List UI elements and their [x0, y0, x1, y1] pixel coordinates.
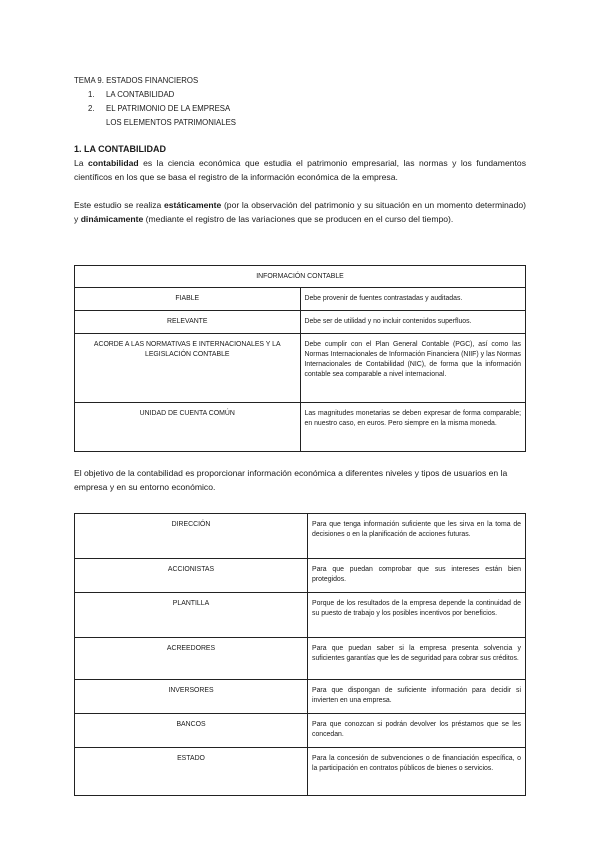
- row-label: UNIDAD DE CUENTA COMÚN: [75, 403, 301, 452]
- row-label: FIABLE: [75, 288, 301, 311]
- table-row: [75, 311, 526, 334]
- row-description: Porque de los resultados de la empresa depende la continuidad de su puesto de trabajo y los posibles incentivos por beneficios.: [308, 593, 526, 638]
- topic-item: 1. LA CONTABILIDAD: [88, 90, 175, 99]
- row-label: DIRECCIÓN: [75, 514, 308, 559]
- table-row: [75, 593, 526, 638]
- accounting-info-table: [74, 265, 526, 452]
- row-label: ACREEDORES: [75, 638, 308, 680]
- paragraph-definition: La contabilidad es la ciencia económica que estudia el patrimonio empresarial, las normas y los fundamentos científicos en los que se basa el registro de la información económica de la empresa.: [74, 158, 526, 182]
- table-row: [75, 559, 526, 593]
- row-description: Para que dispongan de suficiente información para decidir si invierten en una empresa.: [308, 680, 526, 714]
- users-table: [74, 513, 526, 796]
- table-title: INFORMACIÓN CONTABLE: [75, 266, 526, 288]
- row-label: INVERSORES: [75, 680, 308, 714]
- row-label: RELEVANTE: [75, 311, 301, 334]
- row-description: Las magnitudes monetarias se deben expresar de forma comparable; en nuestro caso, en euros. Pero siempre en la misma moneda.: [300, 403, 526, 452]
- table-header-row: [75, 266, 526, 288]
- table-row: [75, 514, 526, 559]
- table-row: [75, 403, 526, 452]
- table-row: [75, 680, 526, 714]
- row-label: ACORDE A LAS NORMATIVAS E INTERNACIONALES Y LA LEGISLACIÓN CONTABLE: [75, 334, 301, 403]
- row-label: BANCOS: [75, 714, 308, 748]
- table-row: [75, 748, 526, 796]
- row-description: Para que puedan saber si la empresa presenta solvencia y suficientes garantías que les de seguridad para cobrar sus créditos.: [308, 638, 526, 680]
- paragraph-objective: El objetivo de la contabilidad es proporcionar información económica a diferentes niveles y tipos de usuarios en la empresa y en su entorno económico.: [74, 468, 508, 492]
- row-description: Para la concesión de subvenciones o de financiación específica, o la participación en contratos públicos de bienes o servicios.: [308, 748, 526, 796]
- table-row: [75, 334, 526, 403]
- section-heading: 1. LA CONTABILIDAD: [74, 144, 166, 154]
- topic-header: [74, 74, 236, 130]
- row-label: PLANTILLA: [75, 593, 308, 638]
- row-description: Para que conozcan si podrán devolver los préstamos que se les concedan.: [308, 714, 526, 748]
- table-row: [75, 638, 526, 680]
- topic-item: 2. EL PATRIMONIO DE LA EMPRESA: [88, 104, 231, 113]
- row-description: Para que tenga información suficiente que les sirva en la toma de decisiones o en la planificación de acciones futuras.: [308, 514, 526, 559]
- row-description: Debe cumplir con el Plan General Contable (PGC), así como las Normas Internacionales de Información Financiera (NIIF) y las Normas Internacionales de Contabilidad (NIC), de forma que la información contable sea comparable a nivel internacional.: [300, 334, 526, 403]
- table-row: [75, 714, 526, 748]
- table-row: [75, 288, 526, 311]
- row-description: Debe ser de utilidad y no incluir contenidos superfluos.: [300, 311, 526, 334]
- topic-subitem: LOS ELEMENTOS PATRIMONIALES: [106, 118, 236, 127]
- row-description: Para que puedan comprobar que sus intereses están bien protegidos.: [308, 559, 526, 593]
- row-description: Debe provenir de fuentes contrastadas y auditadas.: [300, 288, 526, 311]
- row-label: ACCIONISTAS: [75, 559, 308, 593]
- paragraph-study: Este estudio se realiza estáticamente (por la observación del patrimonio y su situación en un momento determinado) y dinámicamente (mediante el registro de las variaciones que se producen en el curso del tiempo).: [74, 200, 526, 224]
- row-label: ESTADO: [75, 748, 308, 796]
- topic-title: TEMA 9. ESTADOS FINANCIEROS: [74, 76, 199, 85]
